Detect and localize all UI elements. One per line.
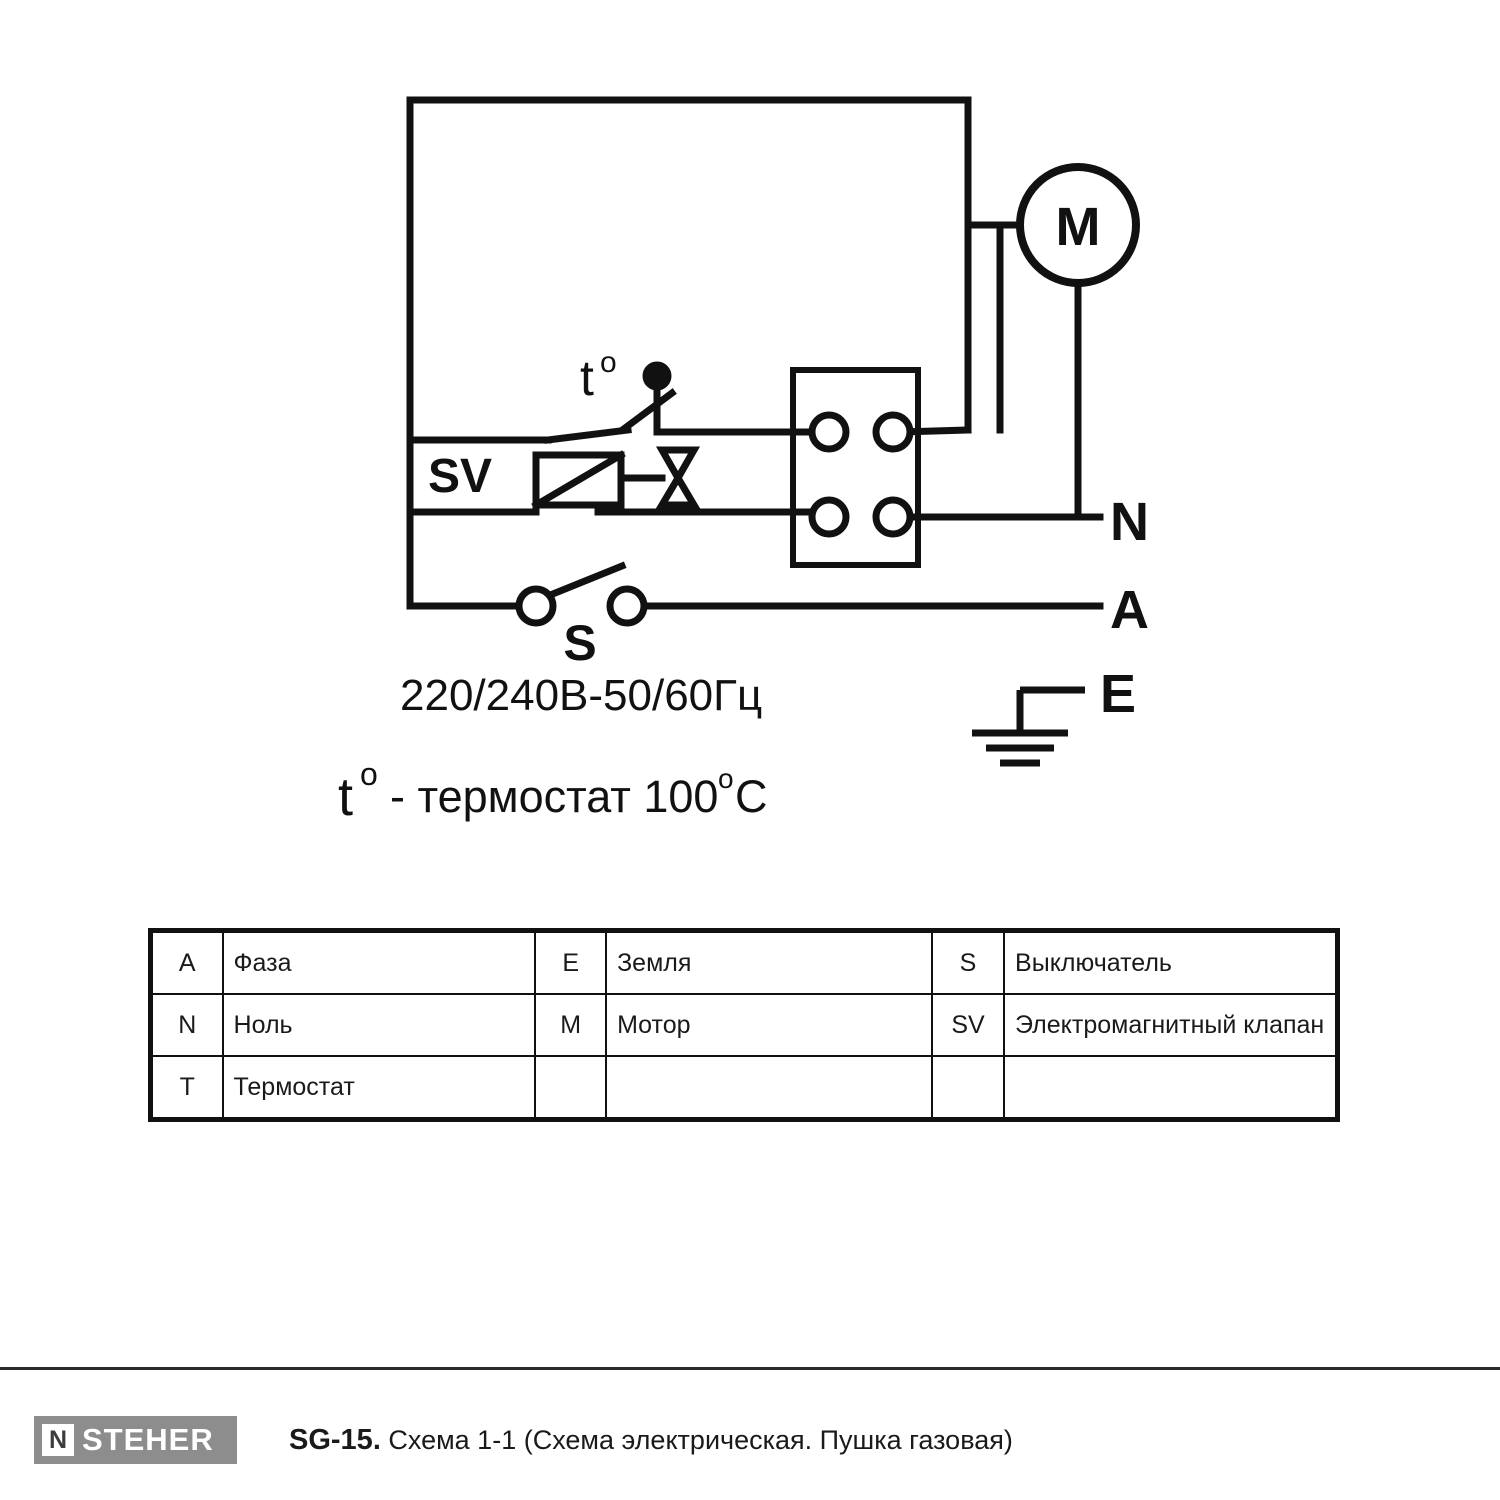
legend-description: Электромагнитный клапан: [1004, 994, 1337, 1056]
legend-symbol: M: [535, 994, 606, 1056]
legend-description: Фаза: [223, 931, 536, 995]
figure-caption-text: Схема 1-1 (Схема электрическая. Пушка газовая): [388, 1424, 1013, 1455]
footer: [0, 1400, 1500, 1480]
terminal-contact-1: [812, 415, 846, 449]
legend-symbol-empty: [932, 1056, 1004, 1120]
thermostat-note-degree-icon: o: [360, 756, 378, 792]
neutral-label: N: [1110, 492, 1149, 552]
legend-symbol: S: [932, 931, 1004, 995]
supply-voltage-label: 220/240В-50/60Гц: [400, 671, 763, 720]
legend-symbol: E: [535, 931, 606, 995]
thermostat-pivot: [645, 364, 669, 388]
earth-symbol: [972, 690, 1085, 763]
legend-symbol: SV: [932, 994, 1004, 1056]
legend-description-empty: [606, 1056, 932, 1120]
steher-mark-icon: N: [42, 1424, 74, 1456]
legend-symbol: T: [151, 1056, 223, 1120]
solenoid-valve-label: SV: [427, 450, 493, 503]
motor-label: M: [1055, 197, 1101, 257]
legend-symbol-empty: [535, 1056, 606, 1120]
legend-description: Мотор: [606, 994, 932, 1056]
legend-description: Земля: [606, 931, 932, 995]
legend-symbol: N: [151, 994, 223, 1056]
thermostat-note-unit: C: [735, 771, 768, 822]
figure-code: SG-15.: [289, 1423, 381, 1456]
legend-description: Выключатель: [1004, 931, 1337, 995]
switch-label: S: [563, 615, 597, 671]
thermostat-symbol-label: t: [580, 350, 594, 406]
terminal-contact-2: [876, 415, 910, 449]
earth-label: E: [1100, 664, 1137, 724]
figure-caption: [289, 1424, 1013, 1457]
brand-name: STEHER: [82, 1422, 214, 1457]
footer-divider: [0, 1367, 1500, 1370]
terminal-contact-3: [812, 500, 846, 534]
table-row: [151, 1056, 1338, 1120]
thermostat-degree-icon: o: [600, 346, 617, 379]
table-row: [151, 931, 1338, 995]
thermostat-note-unit-degree-icon: o: [718, 763, 734, 794]
legend-description: Термостат: [223, 1056, 536, 1120]
switch-contact-right: [610, 589, 644, 623]
table-row: [151, 994, 1338, 1056]
brand-logo: [34, 1416, 237, 1464]
thermostat-note-text: - термостат 100: [390, 771, 719, 822]
thermostat-note-symbol: t: [338, 767, 354, 827]
legend-symbol: A: [151, 931, 223, 995]
legend-table: [148, 928, 1340, 1122]
legend-description-empty: [1004, 1056, 1337, 1120]
terminal-contact-4: [876, 500, 910, 534]
phase-label: A: [1110, 580, 1149, 640]
switch-contact-left: [519, 589, 553, 623]
legend-description: Ноль: [223, 994, 536, 1056]
